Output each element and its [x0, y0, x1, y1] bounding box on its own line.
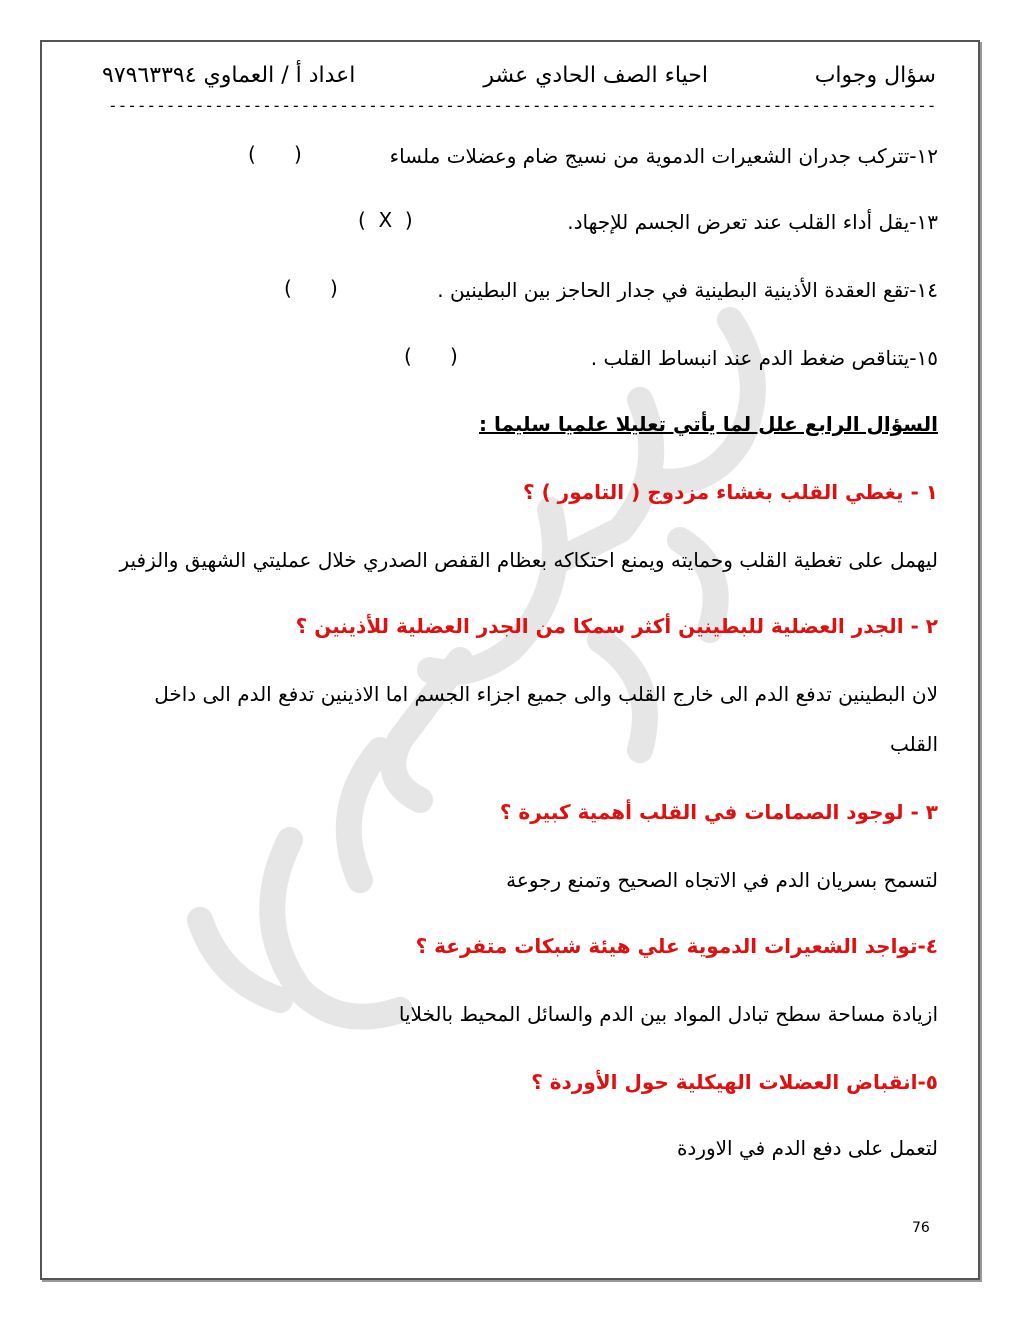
page-number: 76 — [912, 1220, 930, 1236]
answer-3: لتسمح بسريان الدم في الاتجاه الصحيح وتمنع رجوعة — [506, 868, 938, 892]
header-title-left: سؤال وجواب — [814, 63, 936, 88]
statement-13: ١٣-يقل أداء القلب عند تعرض الجسم للإجهاد. — [567, 210, 938, 234]
answer-13: ( X ) — [358, 208, 413, 232]
statement-14: ١٤-تقع العقدة الأذينية البطينية في جدار الحاجز بين البطينين . — [437, 278, 938, 302]
answer-15: ( ) — [404, 344, 458, 368]
answer-1: ليهمل على تغطية القلب وحمايته ويمنع احتكاكه بعظام القفص الصدري خلال عمليتي الشهيق والزفير — [119, 548, 938, 572]
question-3: ٣ - لوجود الصمامات في القلب أهمية كبيرة ؟ — [499, 800, 938, 824]
header-author: اعداد أ / العماوي ٩٧٩٦٣٣٩٤ — [102, 63, 356, 88]
question-2: ٢ - الجدر العضلية للبطينين أكثر سمكا من الجدر العضلية للأذينين ؟ — [295, 614, 938, 638]
section-title: السؤال الرابع علل لما يأتي تعليلا علميا سليما : — [478, 412, 938, 436]
question-1: ١ - يغطي القلب بغشاء مزدوج ( التامور ) ؟ — [523, 480, 938, 504]
answer-4: ازيادة مساحة سطح تبادل المواد بين الدم والسائل المحيط بالخلايا — [398, 1002, 938, 1026]
header-title-middle: احياء الصف الحادي عشر — [483, 63, 708, 88]
answer-14: ( ) — [284, 276, 338, 300]
answer-12: ( ) — [248, 142, 302, 166]
statement-12: ١٢-تتركب جدران الشعيرات الدموية من نسيج ضام وعضلات ملساء — [389, 144, 938, 168]
answer-2-line-2: القلب — [889, 732, 938, 756]
page-header — [0, 62, 1020, 92]
answer-2-line-1: لان البطينين تدفع الدم الى خارج القلب والى جميع اجزاء الجسم اما الاذينين تدفع الدم الى داخل — [154, 682, 938, 706]
answer-5: لتعمل على دفع الدم في الاوردة — [676, 1136, 938, 1160]
question-4: ٤-تواجد الشعيرات الدموية علي هيئة شبكات متفرعة ؟ — [415, 934, 938, 958]
question-5: ٥-انقباض العضلات الهيكلية حول الأوردة ؟ — [531, 1070, 938, 1094]
header-separator: -------------------------------------------------------------------------------------- — [108, 96, 937, 115]
statement-15: ١٥-يتناقص ضغط الدم عند انبساط القلب . — [590, 346, 938, 370]
